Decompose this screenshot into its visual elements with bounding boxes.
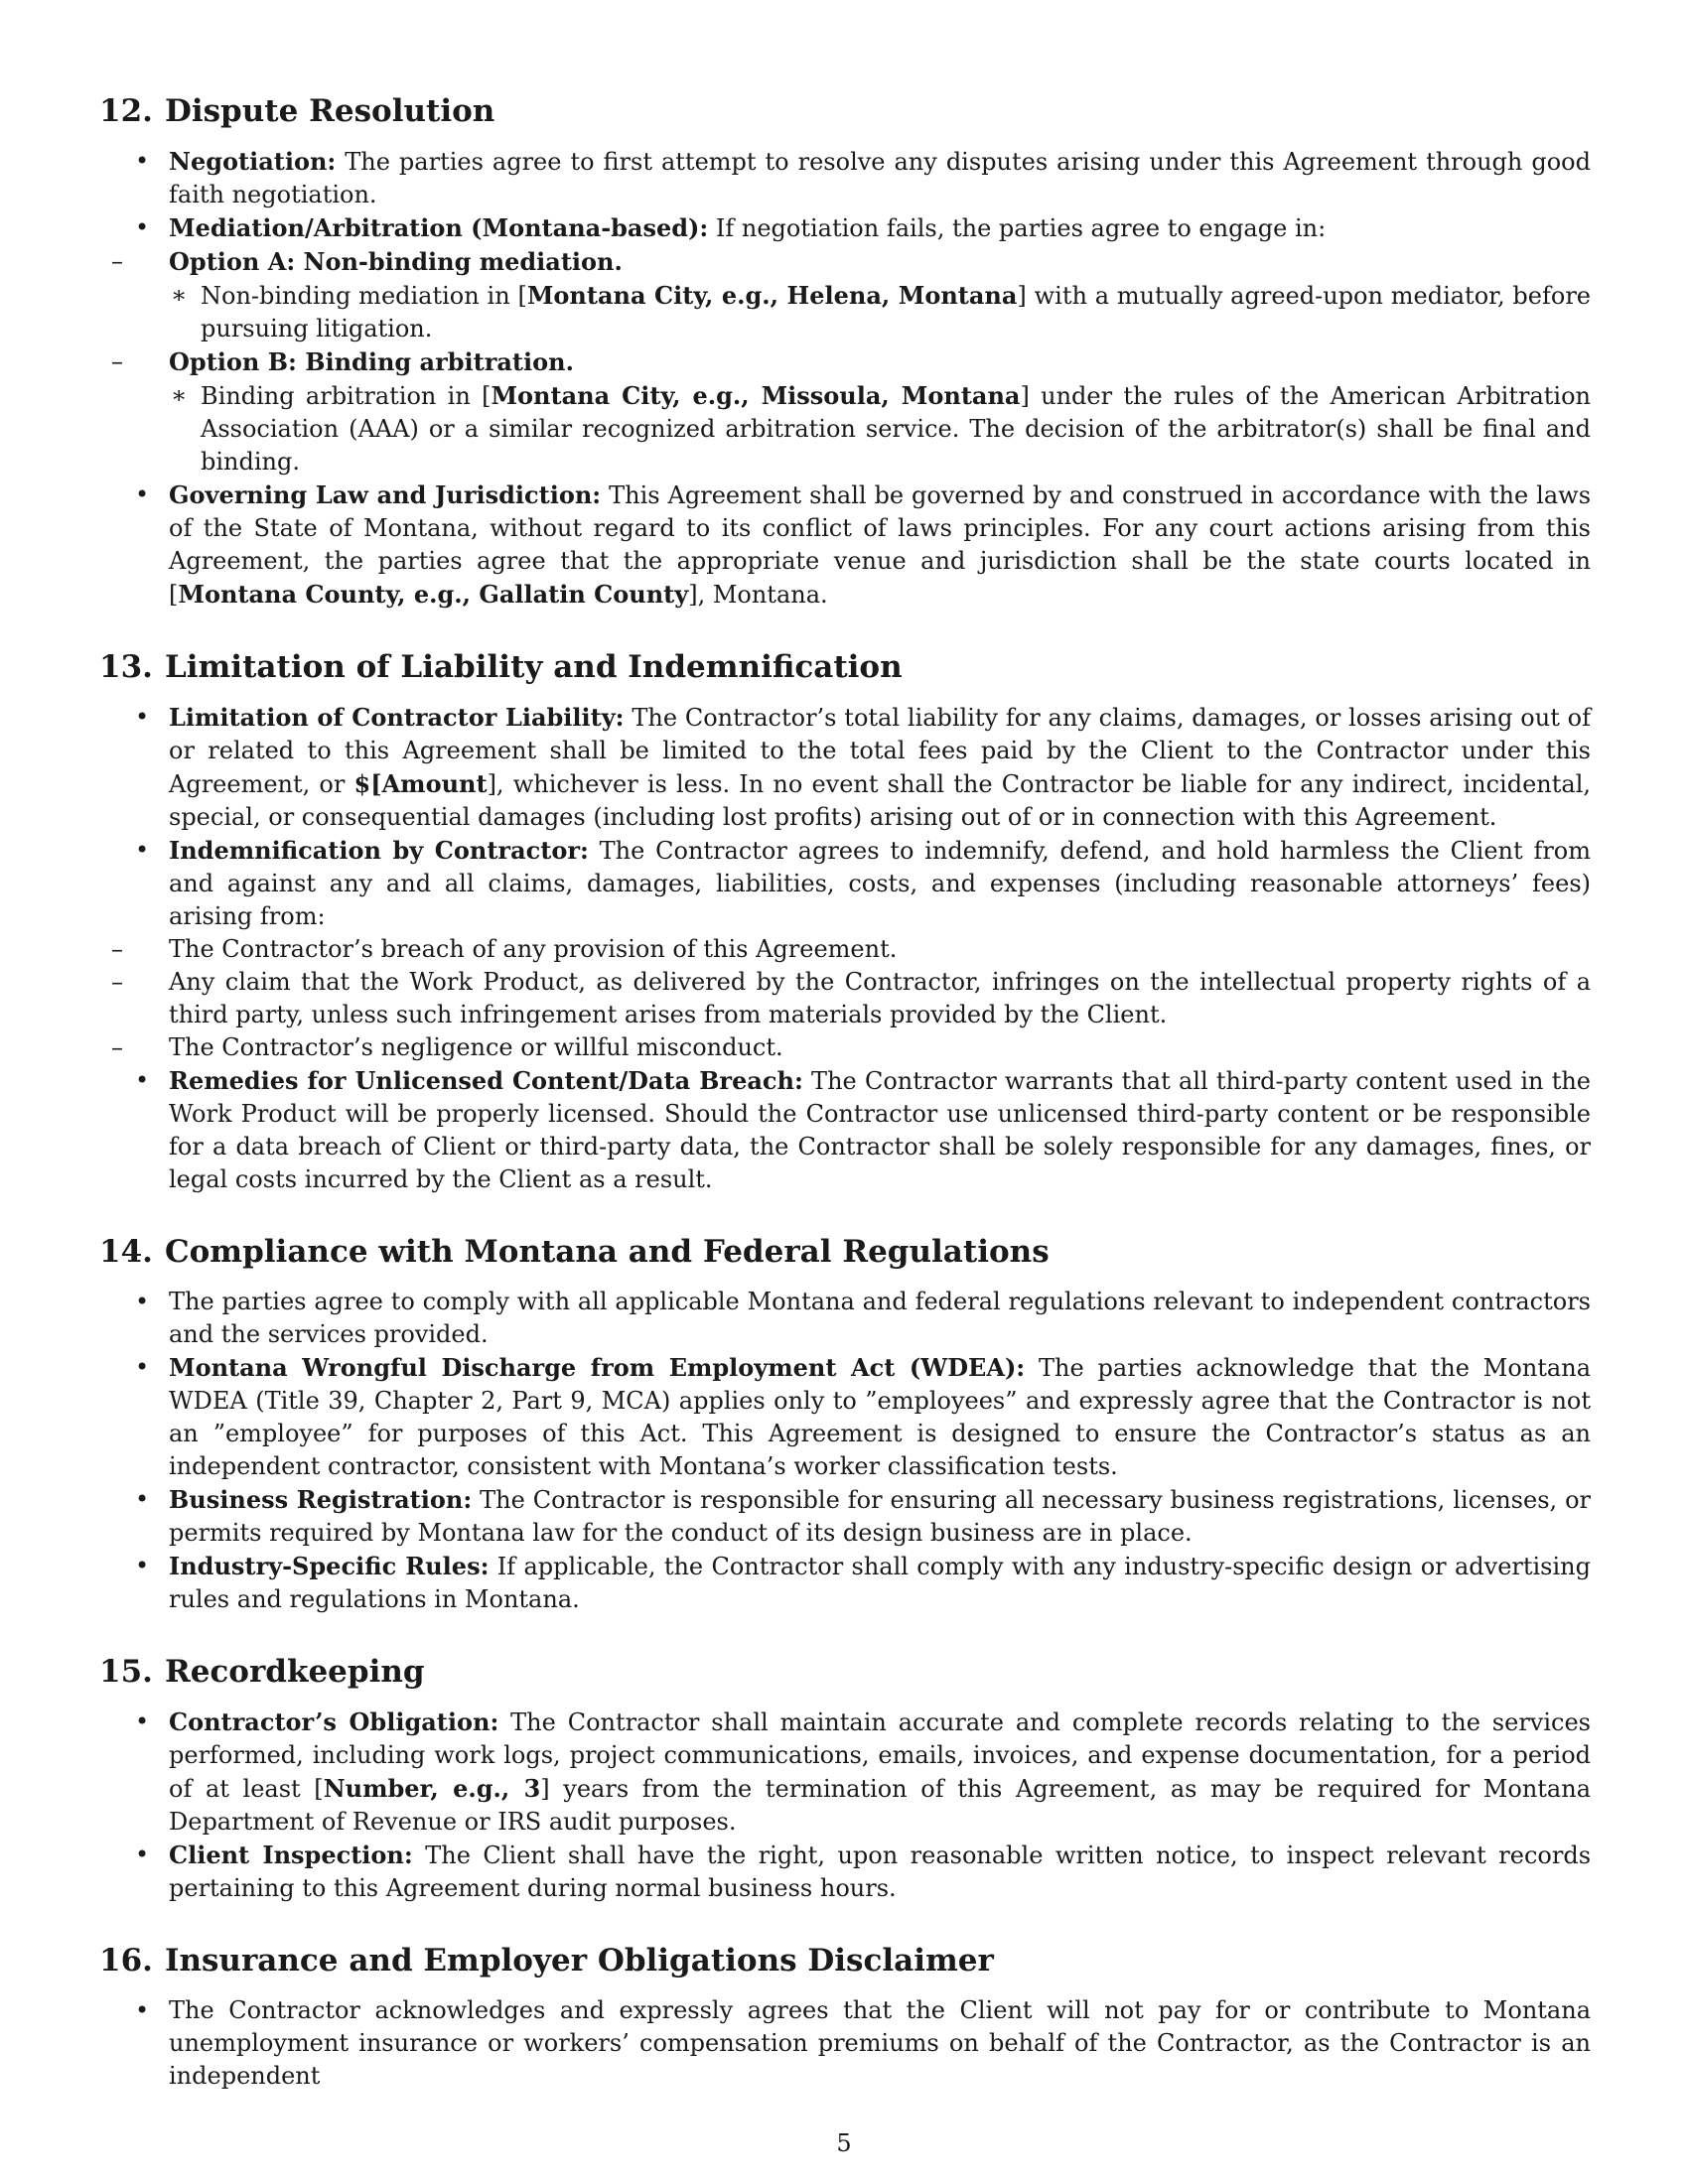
bullet-dot-icon: • bbox=[135, 836, 150, 864]
list-item bbox=[99, 1064, 1591, 1196]
placeholder-text: Montana County, e.g., Gallatin County bbox=[178, 580, 689, 609]
section-heading bbox=[99, 1232, 1591, 1272]
item-text: This Agreement shall be governed by and construed in accordance with the laws of the State of Montana, without regard to its conflict of laws principles. For any court actions arising from this Agreement, the parties agree that the appropriate venue and jurisdiction shall be the state courts located in [ bbox=[169, 481, 1592, 609]
placeholder-text: $[Amount bbox=[353, 769, 488, 798]
list-item bbox=[99, 701, 1591, 834]
section-heading bbox=[99, 91, 1591, 131]
item-text: The parties acknowledge that the Montana WDEA (Title 39, Chapter 2, Part 9, MCA) applies only to ”employees” and expressly agree that the Contractor is not an ”employee” for purposes of this Act. This Agreement is designed to ensure the Contractor’s status as an independent contractor, consistent with Montana’s worker classification tests. bbox=[169, 1354, 1591, 1480]
bullet-dot-icon: • bbox=[135, 1707, 150, 1735]
bullet-dot-icon: • bbox=[135, 480, 150, 508]
sub-sub-list bbox=[42, 379, 1591, 478]
bullet-list bbox=[99, 1706, 1591, 1905]
sub-item-text: Any claim that the Work Product, as delivered by the Contractor, infringes on the intellectual property rights of a third party, unless such infringement arises from materials provided by the Client. bbox=[169, 968, 1591, 1028]
bullet-dot-icon: • bbox=[135, 1552, 150, 1579]
sub-list-item bbox=[42, 245, 1591, 345]
bullet-dot-icon: • bbox=[135, 703, 150, 731]
item-label: Contractor’s Obligation: bbox=[169, 1707, 499, 1736]
bullet-dot-icon: • bbox=[135, 1485, 150, 1513]
sub-sub-list-item bbox=[22, 379, 1591, 478]
section-heading bbox=[99, 1652, 1591, 1692]
item-text: The parties agree to comply with all applicable Montana and federal regulations relevant to independent contractors and the services provided. bbox=[169, 1288, 1591, 1348]
item-text: The Contractor agrees to indemnify, defend, and hold harmless the Client from and against any and all claims, damages, liabilities, costs, and expenses (including reasonable attorneys’ fees) arising from: bbox=[169, 837, 1591, 930]
bullet-list bbox=[99, 1286, 1591, 1616]
placeholder-text: Number, e.g., 3 bbox=[323, 1774, 541, 1803]
item-text: Binding arbitration in [ bbox=[201, 382, 492, 410]
section-title: Recordkeeping bbox=[164, 1654, 425, 1690]
list-item bbox=[99, 834, 1591, 1064]
sub-item-text: The Contractor’s breach of any provision of this Agreement. bbox=[169, 935, 898, 963]
section-number: 13. bbox=[99, 649, 153, 685]
sub-list bbox=[99, 933, 1591, 1064]
item-text: The Client shall have the right, upon reasonable written notice, to inspect relevant records pertaining to this Agreement during normal business hours. bbox=[169, 1842, 1592, 1902]
section-15 bbox=[99, 1652, 1591, 1905]
item-text: ] with a mutually agreed-upon mediator, before pursuing litigation. bbox=[201, 282, 1591, 342]
sub-list-item bbox=[42, 933, 1591, 966]
item-text: The Contractor warrants that all third-party content used in the Work Product will be properly licensed. Should the Contractor use unlicensed third-party content or be responsible for a data breach of Client or third-party data, the Contractor shall be solely responsible for any damages, fines, or legal costs incurred by the Client as a result. bbox=[169, 1067, 1591, 1193]
item-label: Negotiation: bbox=[169, 147, 337, 176]
item-label: Governing Law and Jurisdiction: bbox=[169, 480, 602, 509]
list-item bbox=[99, 1351, 1591, 1483]
section-number: 12. bbox=[99, 93, 153, 129]
item-label: Limitation of Contractor Liability: bbox=[169, 703, 625, 732]
section-12 bbox=[99, 91, 1591, 612]
item-label: Mediation/Arbitration (Montana-based): bbox=[169, 213, 709, 242]
bullet-dot-icon: • bbox=[135, 213, 150, 241]
bullet-dot-icon: • bbox=[135, 1288, 150, 1315]
option-label: Option A: Non-binding mediation. bbox=[169, 247, 623, 276]
document-page bbox=[99, 91, 1591, 2128]
bullet-list bbox=[99, 145, 1591, 612]
item-text: ], whichever is less. In no event shall the Contractor be liable for any indirect, incidental, special, or consequential damages (including lost profits) arising out of or in connection with this Agreement. bbox=[169, 770, 1591, 831]
section-number: 14. bbox=[99, 1234, 153, 1270]
page-number: 5 bbox=[836, 2129, 852, 2157]
list-item bbox=[99, 1839, 1591, 1905]
list-item bbox=[99, 145, 1591, 211]
dash-icon: – bbox=[111, 1033, 123, 1061]
sub-item-text: The Contractor’s negligence or willful misconduct. bbox=[169, 1033, 783, 1061]
item-text: The parties agree to first attempt to resolve any disputes arising under this Agreement through good faith negotiation. bbox=[169, 148, 1591, 208]
item-label: Business Registration: bbox=[169, 1485, 473, 1514]
dash-icon: – bbox=[111, 968, 123, 996]
section-number: 16. bbox=[99, 1943, 153, 1979]
list-item bbox=[99, 1706, 1591, 1839]
section-number: 15. bbox=[99, 1654, 153, 1690]
bullet-dot-icon: • bbox=[135, 1841, 150, 1868]
item-text: If negotiation fails, the parties agree to engage in: bbox=[708, 214, 1327, 242]
item-label: Montana Wrongful Discharge from Employment Act (WDEA): bbox=[169, 1353, 1026, 1382]
placeholder-text: Montana City, e.g., Missoula, Montana bbox=[491, 381, 1021, 410]
item-text: The Contractor shall maintain accurate and complete records relating to the services performed, including work logs, project communications, emails, invoices, and expense documentation, for a period of at least [ bbox=[169, 1708, 1591, 1803]
section-14 bbox=[99, 1232, 1591, 1616]
section-13 bbox=[99, 647, 1591, 1196]
sub-list-item bbox=[42, 1031, 1591, 1064]
option-label: Option B: Binding arbitration. bbox=[169, 347, 574, 376]
sub-list-item bbox=[42, 345, 1591, 478]
asterisk-icon: ∗ bbox=[171, 381, 188, 409]
item-label: Indemnification by Contractor: bbox=[169, 836, 589, 865]
list-item bbox=[99, 1286, 1591, 1351]
placeholder-text: Montana City, e.g., Helena, Montana bbox=[526, 281, 1018, 310]
list-item bbox=[99, 1483, 1591, 1550]
item-label: Client Inspection: bbox=[169, 1841, 413, 1869]
bullet-dot-icon: • bbox=[135, 1066, 150, 1094]
list-item bbox=[99, 211, 1591, 478]
item-text: The Contractor’s total liability for any claims, damages, or losses arising out of or related to this Agreement shall be limited to the total fees paid by the Client to the Contractor under this Agreement, or bbox=[169, 704, 1591, 798]
item-label: Industry-Specific Rules: bbox=[169, 1552, 490, 1580]
sub-sub-list-item bbox=[22, 279, 1591, 345]
bullet-dot-icon: • bbox=[135, 1353, 150, 1381]
dash-icon: – bbox=[111, 247, 123, 275]
sub-list-item bbox=[42, 966, 1591, 1031]
item-text: If applicable, the Contractor shall comply with any industry-specific design or advertising rules and regulations in Montana. bbox=[169, 1553, 1591, 1613]
asterisk-icon: ∗ bbox=[171, 281, 188, 309]
sub-sub-list bbox=[42, 279, 1591, 345]
section-title: Dispute Resolution bbox=[164, 93, 495, 129]
item-label: Remedies for Unlicensed Content/Data Breach: bbox=[169, 1066, 803, 1095]
bullet-dot-icon: • bbox=[135, 147, 150, 175]
section-title: Compliance with Montana and Federal Regulations bbox=[164, 1234, 1050, 1270]
item-text: ] under the rules of the American Arbitration Association (AAA) or a similar recognized arbitration service. The decision of the arbitrator(s) shall be final and binding. bbox=[201, 382, 1592, 476]
item-text: ] years from the termination of this Agreement, as may be required for Montana Department of Revenue or IRS audit purposes. bbox=[169, 1775, 1591, 1836]
item-text: The Contractor is responsible for ensuring all necessary business registrations, licenses, or permits required by Montana law for the conduct of its design business are in place. bbox=[169, 1486, 1592, 1547]
section-heading bbox=[99, 1941, 1591, 1980]
section-title: Insurance and Employer Obligations Disclaimer bbox=[164, 1943, 994, 1979]
item-text: ], Montana. bbox=[688, 581, 828, 609]
bullet-list bbox=[99, 701, 1591, 1196]
item-text: The Contractor acknowledges and expressly agrees that the Client will not pay for or contribute to Montana unemployment insurance or workers’ compensation premiums on behalf of the Contractor, as the Contractor is an independent bbox=[169, 1996, 1591, 2090]
section-title: Limitation of Liability and Indemnification bbox=[164, 649, 903, 685]
section-heading bbox=[99, 647, 1591, 687]
list-item bbox=[99, 1550, 1591, 1616]
dash-icon: – bbox=[111, 347, 123, 375]
sub-list bbox=[99, 245, 1591, 478]
bullet-list bbox=[99, 1994, 1591, 2093]
list-item bbox=[99, 478, 1591, 612]
list-item bbox=[99, 1994, 1591, 2093]
bullet-dot-icon: • bbox=[135, 1996, 150, 2024]
dash-icon: – bbox=[111, 935, 123, 963]
item-text: Non-binding mediation in [ bbox=[201, 282, 527, 310]
section-16 bbox=[99, 1941, 1591, 2093]
